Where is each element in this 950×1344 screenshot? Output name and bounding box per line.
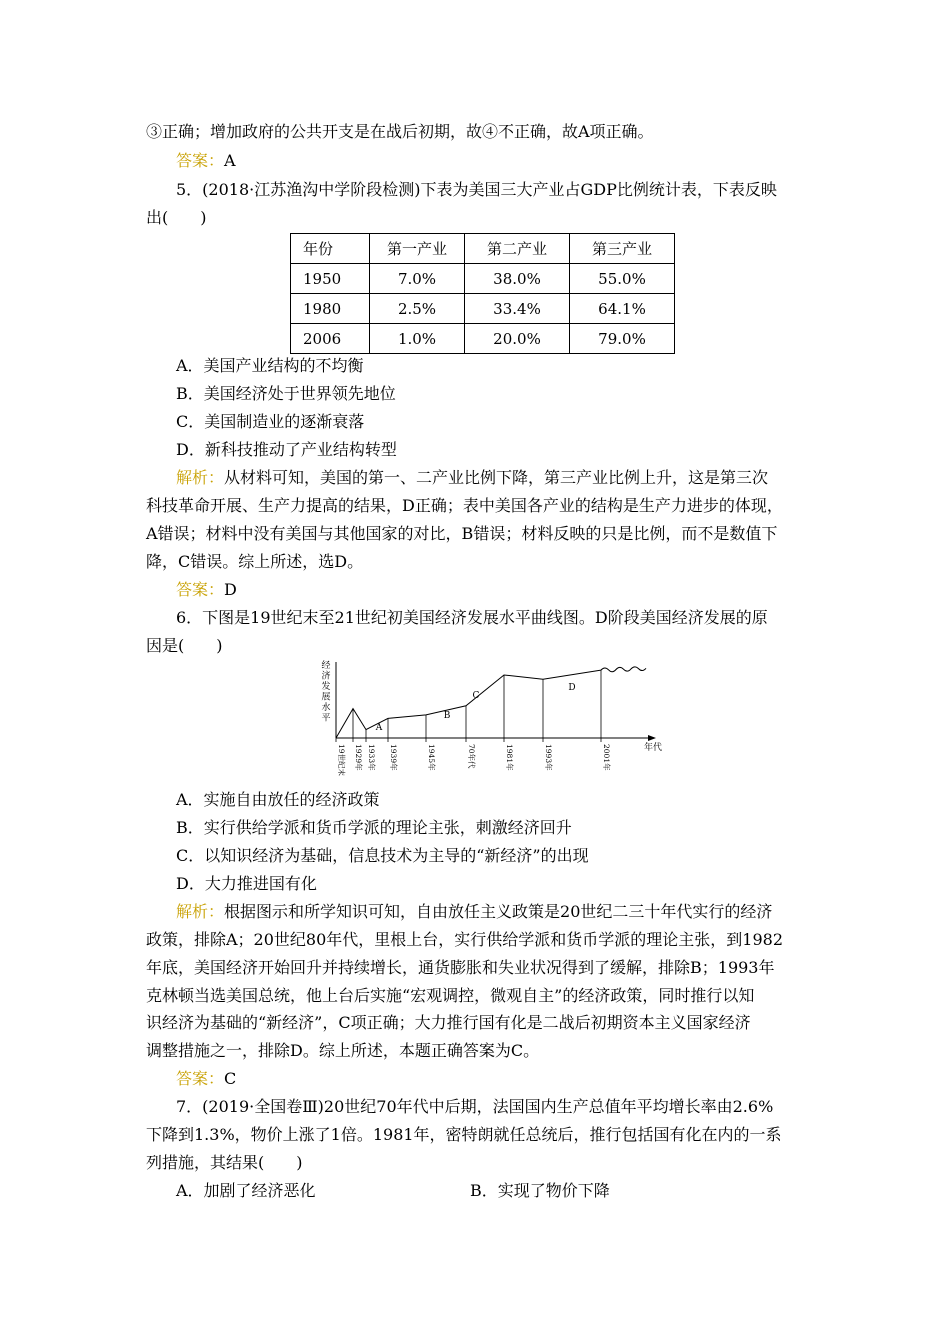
table-cell: 79.0% — [570, 324, 675, 354]
x-tick-label: 1933年 — [367, 744, 376, 771]
table-header-row — [291, 234, 675, 264]
option-c: C．美国制造业的逐渐衰落 — [176, 412, 365, 431]
question-7-stem: 7．(2019·全国卷Ⅲ)20世纪70年代中后期，法国国内生产总值年平均增长率由2.6% — [176, 1097, 774, 1116]
analysis-line: 识经济为基础的“新经济”，C项正确；大力推行国有化是二战后初期资本主义国家经济 — [146, 1013, 751, 1032]
answer-label: 答案： — [176, 580, 225, 599]
option-d: D．大力推进国有化 — [176, 874, 317, 893]
option-c: C．以知识经济为基础，信息技术为主导的“新经济”的出现 — [176, 846, 589, 865]
analysis-line — [176, 468, 768, 488]
table-cell: 2.5% — [370, 294, 465, 324]
y-axis-label-char: 水 — [321, 703, 331, 713]
table-cell: 7.0% — [370, 264, 465, 294]
y-axis-label-char: 平 — [321, 713, 331, 724]
table-row — [291, 324, 675, 354]
x-tick-label: 1929年 — [354, 744, 363, 771]
y-axis-label-char: 发 — [321, 682, 331, 692]
economy-curve-tail — [601, 667, 646, 672]
x-axis-arrow — [648, 735, 656, 741]
table-cell: 1980 — [291, 294, 370, 324]
analysis-line: 政策，排除A；20世纪80年代，里根上台，实行供给学派和货币学派的理论主张，到1982 — [146, 930, 783, 949]
question-5-stem: 5．(2018·江苏渔沟中学阶段检测)下表为美国三大产业占GDP比例统计表，下表反映 — [176, 180, 777, 199]
table-cell: 1950 — [291, 264, 370, 294]
option-b: B．实现了物价下降 — [470, 1181, 610, 1200]
stage-label: A — [375, 723, 383, 733]
option-a: A．实施自由放任的经济政策 — [176, 790, 380, 809]
question-6-stem-cont: 因是( ) — [146, 636, 223, 655]
table-row — [291, 264, 675, 294]
analysis-label: 解析： — [176, 468, 225, 487]
table-cell: 55.0% — [570, 264, 675, 294]
answer-line — [176, 580, 237, 600]
analysis-label: 解析： — [176, 902, 225, 921]
stage-label: C — [472, 691, 480, 701]
option-a: A．加剧了经济恶化 — [176, 1181, 316, 1200]
answer-line — [176, 151, 236, 171]
x-tick-label: 1981年 — [505, 744, 514, 771]
question-7-stem-cont: 列措施，其结果( ) — [146, 1153, 303, 1172]
answer-label: 答案： — [176, 151, 225, 170]
y-axis-label-char: 展 — [321, 692, 331, 703]
text-line: ③正确；增加政府的公共开支是在战后初期，故④不正确，故A项正确。 — [146, 122, 654, 141]
y-axis-label-char: 济 — [321, 671, 331, 682]
option-b: B．美国经济处于世界领先地位 — [176, 384, 396, 403]
analysis-text: 根据图示和所学知识可知，自由放任主义政策是20世纪二三十年代实行的经济 — [224, 902, 773, 921]
y-axis-label-char: 经 — [321, 661, 331, 671]
analysis-line: 降，C错误。综上所述，选D。 — [146, 552, 364, 571]
economy-chart — [316, 656, 666, 778]
x-axis-label: 年代 — [644, 743, 663, 753]
table-header-cell: 第二产业 — [465, 234, 570, 264]
answer-value: A — [224, 151, 236, 170]
table-header-cell: 第一产业 — [370, 234, 465, 264]
x-tick-label: 1939年 — [389, 744, 398, 771]
analysis-line — [176, 902, 772, 922]
table-cell: 38.0% — [465, 264, 570, 294]
table-cell: 1.0% — [370, 324, 465, 354]
question-5-stem-cont: 出( ) — [146, 208, 207, 227]
option-d: D．新科技推动了产业结构转型 — [176, 440, 397, 459]
table-cell: 20.0% — [465, 324, 570, 354]
analysis-line: 克林顿当选美国总统，他上台后实施“宏观调控，微观自主”的经济政策，同时推行以知 — [146, 986, 755, 1005]
analysis-line: 调整措施之一，排除D。综上所述，本题正确答案为C。 — [146, 1041, 540, 1060]
x-tick-label: 70年代 — [467, 744, 476, 769]
answer-value: C — [224, 1069, 237, 1088]
answer-value: D — [224, 580, 237, 599]
option-b: B．实行供给学派和货币学派的理论主张，刺激经济回升 — [176, 818, 572, 837]
analysis-line: 科技革命开展、生产力提高的结果，D正确；表中美国各产业的结构是生产力进步的体现， — [146, 496, 783, 515]
table-header-cell: 年份 — [291, 234, 370, 264]
table-cell: 33.4% — [465, 294, 570, 324]
table-cell: 2006 — [291, 324, 370, 354]
x-tick-label: 1993年 — [544, 744, 553, 771]
analysis-line: A错误；材料中没有美国与其他国家的对比，B错误；材料反映的只是比例，而不是数值下 — [146, 524, 778, 543]
x-tick-label: 2001年 — [602, 744, 611, 771]
answer-label: 答案： — [176, 1069, 225, 1088]
table-cell: 64.1% — [570, 294, 675, 324]
option-a: A．美国产业结构的不均衡 — [176, 356, 364, 375]
table-header-cell: 第三产业 — [570, 234, 675, 264]
answer-line — [176, 1069, 236, 1089]
analysis-text: 从材料可知，美国的第一、二产业比例下降，第三产业比例上升，这是第三次 — [224, 468, 769, 487]
analysis-line: 年底，美国经济开始回升并持续增长，通货膨胀和失业状况得到了缓解，排除B；1993年 — [146, 958, 775, 977]
table-row — [291, 294, 675, 324]
stage-label: B — [443, 711, 451, 721]
stage-label: D — [568, 683, 576, 693]
x-tick-label: 1945年 — [427, 744, 436, 771]
gdp-table — [290, 233, 675, 354]
question-6-stem: 6．下图是19世纪末至21世纪初美国经济发展水平曲线图。D阶段美国经济发展的原 — [176, 608, 768, 627]
question-7-stem-cont: 下降到1.3%，物价上涨了1倍。1981年，密特朗就任总统后，推行包括国有化在内的一系 — [146, 1125, 782, 1144]
x-tick-label: 19世纪末 — [337, 744, 346, 777]
